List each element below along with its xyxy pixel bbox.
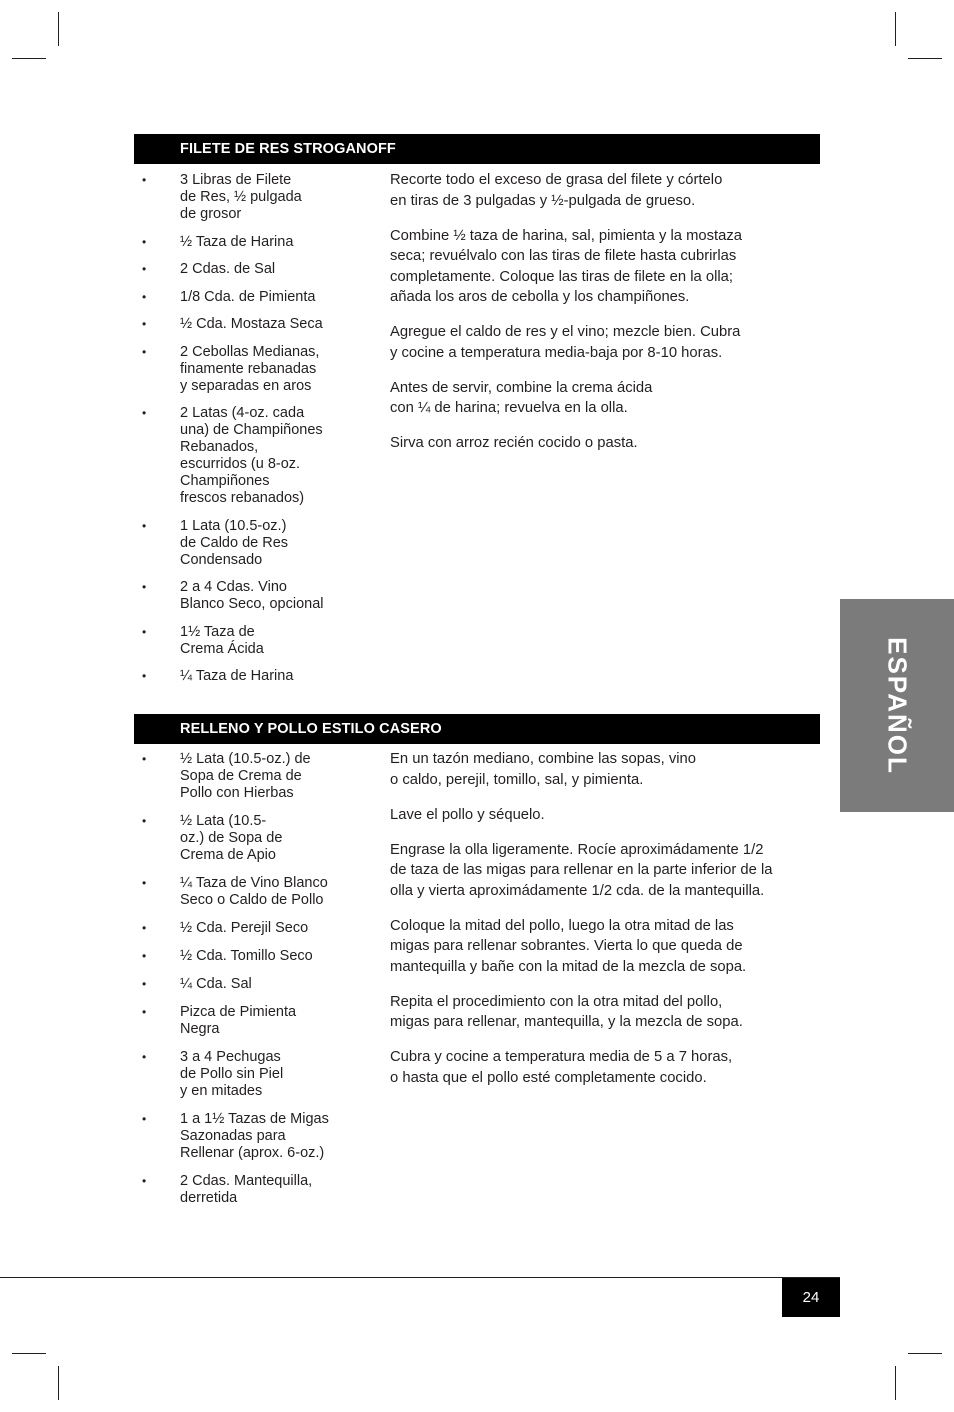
crop-mark: [12, 58, 46, 59]
ingredient-item: • 3 Libras de Filete de Res, ½ pulgada de grosor: [134, 172, 364, 223]
ingredient-item: • ¼ Taza de Harina: [134, 668, 364, 685]
ingredient-item: • ½ Cda. Perejil Seco: [134, 920, 364, 937]
instruction-paragraph: Repita el procedimiento con la otra mitad del pollo, migas para rellenar, mantequilla, y la mezcla de sopa.: [390, 993, 743, 1030]
crop-mark: [12, 1353, 46, 1354]
instruction-paragraph: Cubra y cocine a temperatura media de 5 a 7 horas, o hasta que el pollo esté completamente cocido.: [390, 1049, 733, 1086]
instruction-paragraph: Coloque la mitad del pollo, luego la otra mitad de las migas para rellenar sobrantes. Vierta lo que queda de mantequilla y bañe con la mitad de la mezcla de sopa.: [390, 917, 747, 975]
ingredient-item: • ½ Lata (10.5-oz.) de Sopa de Crema de Pollo con Hierbas: [134, 751, 364, 802]
instruction-paragraph: Agregue el caldo de res y el vino; mezcle bien. Cubra y cocine a temperatura media-baja por 8-10 horas.: [390, 324, 741, 361]
instruction-paragraph: Recorte todo el exceso de grasa del filete y córtelo en tiras de 3 pulgadas y ½-pulgada de grueso.: [390, 172, 723, 209]
ingredient-item: • ½ Cda. Mostaza Seca: [134, 316, 364, 333]
crop-mark: [908, 1353, 942, 1354]
ingredient-item: • Pizca de Pimienta Negra: [134, 1004, 364, 1038]
crop-mark: [58, 1366, 59, 1400]
crop-mark: [895, 12, 896, 46]
section-title-pollo: RELLENO Y POLLO ESTILO CASERO: [134, 714, 820, 744]
ingredient-item: • 1/8 Cda. de Pimienta: [134, 289, 364, 306]
instructions-stroganoff: [390, 170, 810, 454]
page-number: 24: [782, 1278, 840, 1317]
ingredient-item: • 2 Latas (4-oz. cada una) de Champiñones Rebanados, escurridos (u 8-oz. Champiñones frescos rebanados): [134, 405, 364, 507]
instruction-paragraph: En un tazón mediano, combine las sopas, vino o caldo, perejil, tomillo, sal, y pimienta.: [390, 751, 696, 788]
crop-mark: [908, 58, 942, 59]
instruction-paragraph: Combine ½ taza de harina, sal, pimienta y la mostaza seca; revuélvalo con las tiras de filete hasta cubrirlas completamente. Coloque las tiras de filete en la olla; añada los aros de cebolla y los champiñones.: [390, 227, 743, 305]
ingredient-item: • 2 Cebollas Medianas, finamente rebanadas y separadas en aros: [134, 344, 364, 395]
ingredient-item: • 2 Cdas. Mantequilla, derretida: [134, 1173, 364, 1207]
ingredient-list-pollo: [134, 751, 364, 1207]
ingredient-list-stroganoff: [134, 172, 364, 685]
ingredient-item: • ½ Lata (10.5- oz.) de Sopa de Crema de Apio: [134, 813, 364, 864]
instruction-paragraph: Lave el pollo y séquelo.: [390, 806, 545, 823]
ingredient-item: • ½ Taza de Harina: [134, 234, 364, 251]
crop-mark: [58, 12, 59, 46]
ingredient-item: • 1½ Taza de Crema Ácida: [134, 624, 364, 658]
footer-rule: [0, 1277, 840, 1278]
instruction-paragraph: Antes de servir, combine la crema ácida con ¼ de harina; revuelva en la olla.: [390, 379, 653, 416]
ingredient-item: • 3 a 4 Pechugas de Pollo sin Piel y en mitades: [134, 1049, 364, 1100]
ingredient-item: • 1 Lata (10.5-oz.) de Caldo de Res Condensado: [134, 518, 364, 569]
ingredient-item: • ½ Cda. Tomillo Seco: [134, 948, 364, 965]
ingredient-item: • 1 a 1½ Tazas de Migas Sazonadas para Rellenar (aprox. 6-oz.): [134, 1111, 364, 1162]
ingredient-item: • 2 a 4 Cdas. Vino Blanco Seco, opcional: [134, 579, 364, 613]
crop-mark: [895, 1366, 896, 1400]
instruction-paragraph: Sirva con arroz recién cocido o pasta.: [390, 435, 638, 451]
instruction-paragraph: Engrase la olla ligeramente. Rocíe aproximádamente 1/2 de taza de las migas para rellenar en la parte inferior de la olla y vierta aproximádamente 1/2 cda. de la mantequilla.: [390, 841, 773, 899]
language-tab: [840, 599, 954, 812]
ingredient-item: • 2 Cdas. de Sal: [134, 261, 364, 278]
ingredient-item: • ¼ Taza de Vino Blanco Seco o Caldo de Pollo: [134, 875, 364, 909]
section-title-stroganoff: FILETE DE RES STROGANOFF: [134, 134, 820, 164]
ingredient-item: • ¼ Cda. Sal: [134, 976, 364, 993]
instructions-pollo: [390, 749, 810, 1088]
language-tab-label: ESPAÑOL: [882, 636, 913, 775]
